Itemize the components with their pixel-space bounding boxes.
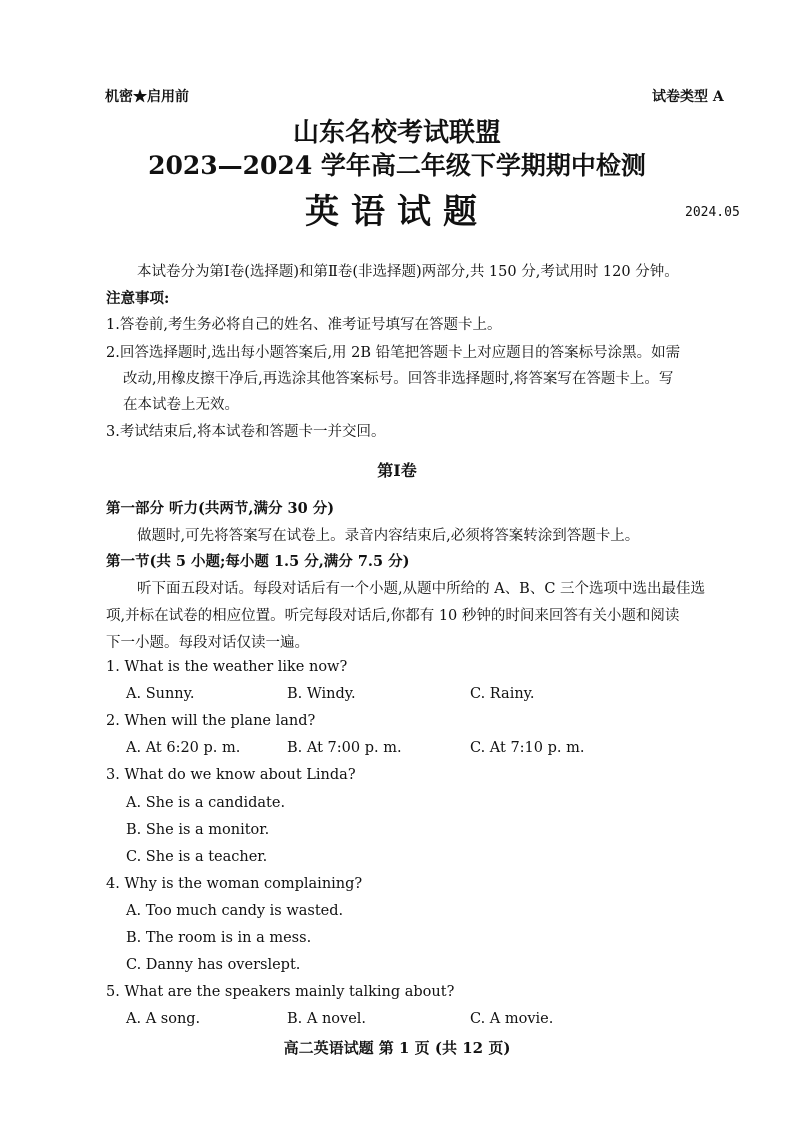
question-2: 2. When will the plane land? [106, 713, 316, 729]
part1-instruction: 做题时,可先将答案写在试卷上。录音内容结束后,必须将答案转涂到答题卡上。 [137, 528, 640, 544]
section1-heading: 第一节(共 5 小题;每小题 1.5 分,满分 7.5 分) [106, 553, 410, 570]
exam-date: 2024.05 [685, 205, 740, 220]
question-1-option-a: A. Sunny. [126, 686, 195, 702]
page-footer: 高二英语试题 第 1 页 (共 12 页) [283, 1039, 511, 1057]
section1-instruction-line-3: 下一小题。每段对话仅读一遍。 [106, 635, 309, 651]
question-4-option-a: A. Too much candy is wasted. [126, 903, 344, 919]
question-2-option-c: C. At 7:10 p. m. [470, 740, 585, 756]
subject-title: 英语试题 [305, 192, 489, 232]
question-4-option-c: C. Danny has overslept. [126, 957, 301, 973]
exam-term-title: 2023—2024 学年高二年级下学期期中检测 [148, 151, 646, 180]
question-2-option-b: B. At 7:00 p. m. [287, 740, 402, 756]
volume-title: 第Ⅰ卷 [377, 461, 417, 480]
note-item-2-line-1: 2.回答选择题时,选出每小题答案后,用 2B 铅笔把答题卡上对应题目的答案标号涂黑。如需 [106, 345, 681, 361]
question-4-option-b: B. The room is in a mess. [126, 930, 312, 946]
paper-type-label: 试卷类型 A [652, 89, 724, 105]
question-3-option-a: A. She is a candidate. [126, 795, 286, 811]
exam-union-title: 山东名校考试联盟 [292, 118, 501, 148]
section1-instruction-line-2: 项,并标在试卷的相应位置。听完每段对话后,你都有 10 秒钟的时间来回答有关小题和阅读 [106, 608, 680, 624]
question-3-option-c: C. She is a teacher. [126, 849, 268, 865]
question-5-option-c: C. A movie. [470, 1011, 554, 1027]
note-item-2-line-2: 改动,用橡皮擦干净后,再选涂其他答案标号。回答非选择题时,将答案写在答题卡上。写 [123, 371, 674, 387]
note-item-3: 3.考试结束后,将本试卷和答题卡一并交回。 [106, 424, 386, 440]
note-item-1: 1.答卷前,考生务必将自己的姓名、准考证号填写在答题卡上。 [106, 317, 502, 333]
question-3-option-b: B. She is a monitor. [126, 822, 270, 838]
question-4: 4. Why is the woman complaining? [106, 876, 363, 892]
question-1: 1. What is the weather like now? [106, 659, 348, 675]
question-5-option-b: B. A novel. [287, 1011, 367, 1027]
confidential-label: 机密★启用前 [105, 89, 189, 105]
section1-instruction-line-1: 听下面五段对话。每段对话后有一个小题,从题中所给的 A、B、C 三个选项中选出最佳选 [137, 581, 706, 597]
question-2-option-a: A. At 6:20 p. m. [126, 740, 241, 756]
question-1-option-c: C. Rainy. [470, 686, 535, 702]
question-5-option-a: A. A song. [126, 1011, 201, 1027]
note-item-2-line-3: 在本试卷上无效。 [123, 397, 239, 413]
intro-text: 本试卷分为第Ⅰ卷(选择题)和第Ⅱ卷(非选择题)两部分,共 150 分,考试用时 120 分钟。 [137, 264, 679, 280]
question-5: 5. What are the speakers mainly talking about? [106, 984, 455, 1000]
question-1-option-b: B. Windy. [287, 686, 356, 702]
part1-heading: 第一部分 听力(共两节,满分 30 分) [106, 500, 335, 517]
notes-heading: 注意事项: [106, 290, 170, 307]
question-3: 3. What do we know about Linda? [106, 767, 356, 783]
